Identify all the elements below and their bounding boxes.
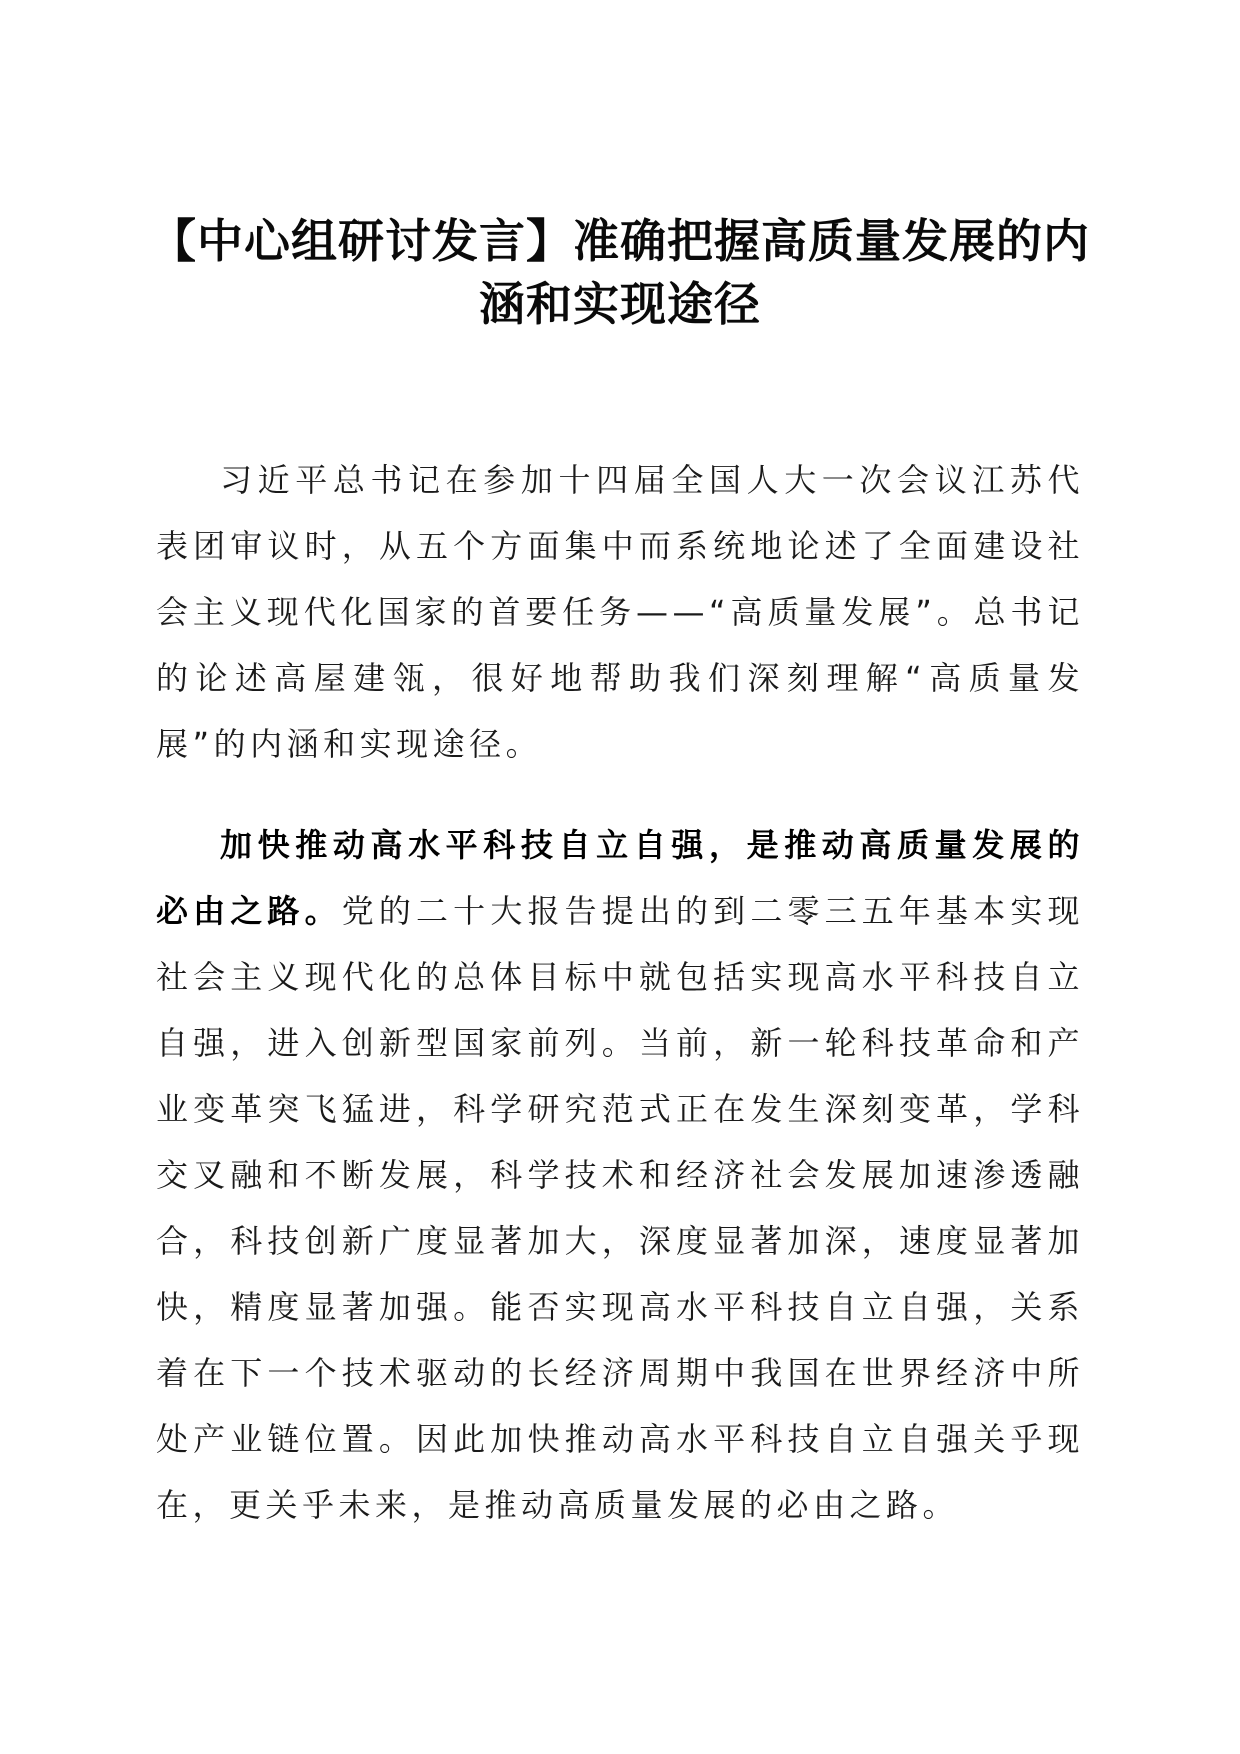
section-paragraph-text: 党的二十大报告提出的到二零三五年基本实现社会主义现代化的总体目标中就包括实现高水平科技自立自强，进入创新型国家前列。当前，新一轮科技革命和产业变革突飞猛进，科学研究范式正在发生深刻变革，学科交叉融和不断发展，科学技术和经济社会发展加速渗透融合，科技创新广度显著加大，深度显著加深，速度显著加快，精度显著加强。能否实现高水平科技自立自强，关系着在下一个技术驱动的长经济周期中我国在世界经济中所处产业链位置。因此加快推动高水平科技自立自强关乎现在，更关乎未来，是推动高质量发展的必由之路。 <box>156 892 1084 1524</box>
section-paragraph <box>156 812 1084 1538</box>
section-lead-sentence: 加快推动高水平科技自立自强，是推动高质量发展的必由之路。 <box>156 826 1084 930</box>
intro-paragraph-text: 习近平总书记在参加十四届全国人大一次会议江苏代表团审议时，从五个方面集中而系统地论述了全面建设社会主义现代化国家的首要任务——“高质量发展”。总书记的论述高屋建瓴，很好地帮助我们深刻理解“高质量发展”的内涵和实现途径。 <box>156 461 1084 763</box>
document-title: 【中心组研讨发言】准确把握高质量发展的内涵和实现途径 <box>150 214 1090 331</box>
intro-paragraph <box>156 447 1084 777</box>
